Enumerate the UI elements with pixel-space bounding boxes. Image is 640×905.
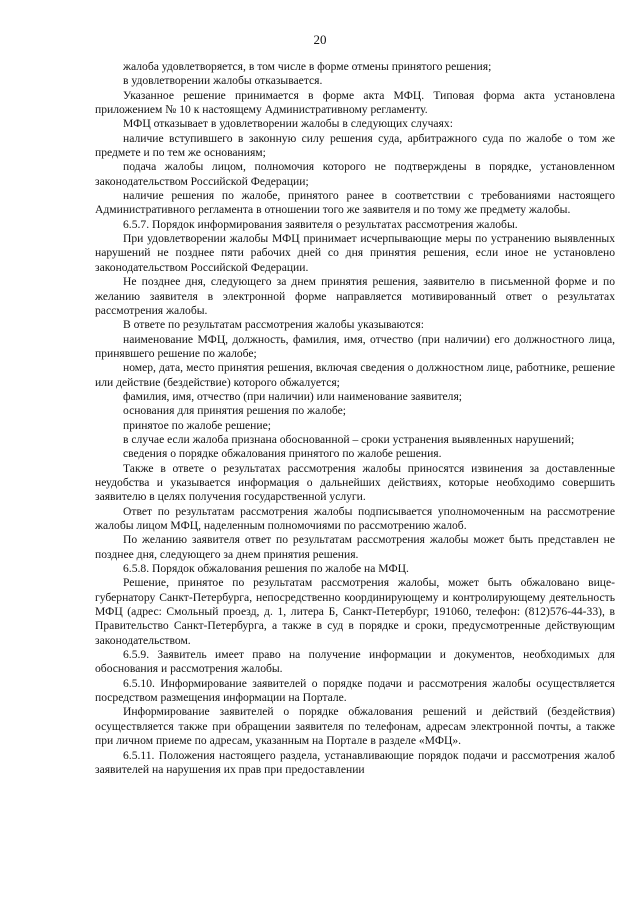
paragraph-7: наличие решения по жалобе, принятого ранее в соответствии с требованиями настоящего Административного регламента в отношении того же заявителя и по тому же предмету жалобы. (95, 189, 615, 217)
paragraph-11: В ответе по результатам рассмотрения жалобы указываются: (123, 318, 424, 332)
paragraph-3: Указанное решение принимается в форме акта МФЦ. Типовая форма акта установлена приложением № 10 к настоящему Административному регламенту. (95, 88, 615, 117)
paragraph-20: Ответ по результатам рассмотрения жалобы подписывается уполномоченным на рассмотрение жалобы лицом МФЦ, наделенным полномочиями по рассмотрению жалоб. (95, 504, 615, 532)
paragraph-9: При удовлетворении жалобы МФЦ принимает исчерпывающие меры по устранению выявленных нарушений не позднее пяти рабочих дней со дня принятия решения, если иное не установлено законодательством Российской Федерации. (95, 232, 615, 274)
paragraph-10: Не позднее дня, следующего за днем принятия решения, заявителю в письменной форме и по желанию заявителя в электронной форме направляется мотивированный ответ о результатах рассмотрения жалобы. (95, 275, 615, 317)
paragraph-8: 6.5.7. Порядок информирования заявителя о результатах рассмотрения жалобы. (123, 217, 518, 231)
page-number: 20 (313, 32, 327, 47)
paragraph-17: в случае если жалоба признана обоснованной – сроки устранения выявленных нарушений; (123, 432, 575, 446)
document-text (95, 60, 615, 777)
paragraph-27: 6.5.11. Положения настоящего раздела, устанавливающие порядок подачи и рассмотрения жалоб заявителей на нарушения их прав при предоставлении (95, 748, 615, 776)
paragraph-24: 6.5.9. Заявитель имеет право на получение информации и документов, необходимых для обоснования и рассмотрения жалобы. (95, 648, 615, 676)
paragraph-1: жалоба удовлетворяется, в том числе в форме отмены принятого решения; (123, 60, 492, 73)
paragraph-25: 6.5.10. Информирование заявителей о порядке подачи и рассмотрения жалобы осуществляется посредством размещения информации на Портале. (95, 676, 615, 705)
paragraph-14: фамилия, имя, отчество (при наличии) или наименование заявителя; (123, 389, 463, 403)
paragraph-13: номер, дата, место принятия решения, включая сведения о должностном лице, работнике, решение или действие (бездействие) которого обжалуется; (95, 361, 615, 389)
paragraph-26: Информирование заявителей о порядке обжалования решений и действий (бездействия) осуществляется также при обращении заявителя по телефонам, адресам электронной почты, а также при личном приеме по адресам, указанным на Портале в разделе «МФЦ». (95, 705, 615, 748)
paragraph-2: в удовлетворении жалобы отказывается. (123, 74, 323, 88)
paragraph-5: наличие вступившего в законную силу решения суда, арбитражного суда по жалобе о том же предмете и по тем же основаниям; (95, 131, 615, 160)
paragraph-22: 6.5.8. Порядок обжалования решения по жалобе на МФЦ. (123, 562, 409, 576)
paragraph-4: МФЦ отказывает в удовлетворении жалобы в следующих случаях: (123, 117, 453, 131)
paragraph-12: наименование МФЦ, должность, фамилия, имя, отчество (при наличии) его должностного лица, принявшего решение по жалобе; (95, 332, 615, 360)
paragraph-21: По желанию заявителя ответ по результатам рассмотрения жалобы может быть представлен не позднее дня, следующего за днем принятия решения. (95, 533, 615, 561)
paragraph-19: Также в ответе о результатах рассмотрения жалобы приносятся извинения за доставленные неудобства и указывается информация о дальнейших действиях, которые необходимо совершить заявителю в целях получения государственной услуги. (95, 461, 615, 504)
paragraph-18: сведения о порядке обжалования принятого по жалобе решения. (123, 447, 442, 461)
paragraph-6: подача жалобы лицом, полномочия которого не подтверждены в порядке, установленном законодательством Российской Федерации; (95, 160, 615, 188)
paragraph-16: принятое по жалобе решение; (123, 418, 271, 432)
paragraph-15: основания для принятия решения по жалобе; (123, 404, 347, 418)
paragraph-23: Решение, принятое по результатам рассмотрения жалобы, может быть обжаловано вице-губернатору Санкт-Петербурга, непосредственно координирующему и контролирующему деятельность МФЦ (адрес: Смольный проезд, д. 1, литера Б, Санкт-Петербург, 191060, телефон: (812)576-44-33), в Правительство Санкт-Петербурга, а также в суд в порядке и сроки, предусмотренные действующим законодательством. (95, 576, 615, 647)
